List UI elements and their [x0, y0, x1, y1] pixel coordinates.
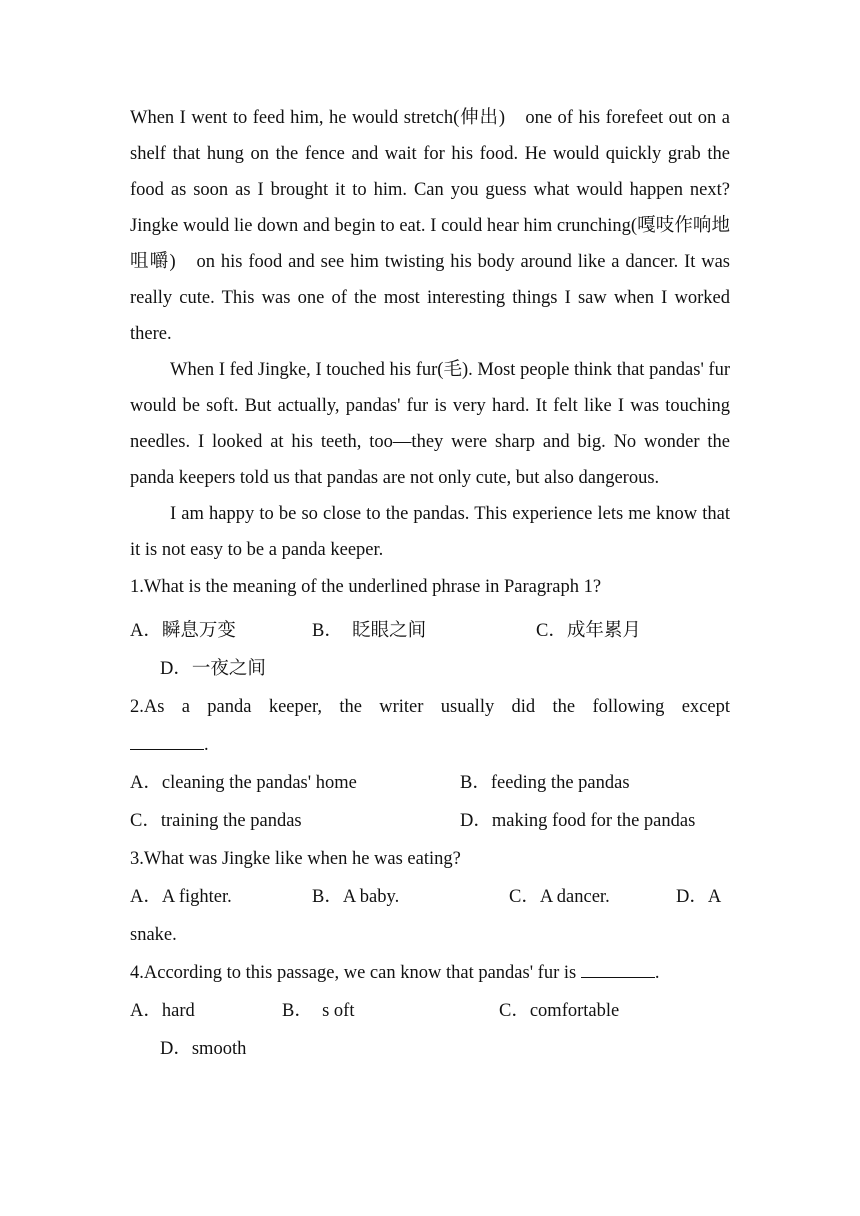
- passage-paragraph-3: I am happy to be so close to the pandas. This experience lets me know that it is not easy to be a panda keeper.: [130, 504, 730, 560]
- option-d[interactable]: D．smooth: [160, 1039, 247, 1059]
- option-b[interactable]: B． s oft: [282, 1001, 355, 1021]
- question-3-options-row-2: [130, 916, 730, 954]
- option-c[interactable]: C．comfortable: [499, 1001, 620, 1021]
- question-2-options: [130, 764, 730, 802]
- question-1-options-row-2: [130, 650, 730, 688]
- question-3-stem: 3.What was Jingke like when he was eating?: [130, 849, 461, 869]
- option-a[interactable]: A．hard: [130, 1001, 195, 1021]
- question-2-options-row-2: [130, 802, 730, 840]
- option-b[interactable]: B． 眨眼之间: [312, 621, 427, 641]
- option-d-continued: snake.: [130, 925, 177, 945]
- question-4-options-row-2: [130, 1030, 730, 1068]
- passage-paragraph-2: When I fed Jingke, I touched his fur(毛). Most people think that pandas' fur would be soft. But actually, pandas' fur is very hard. It felt like I was touching needles. I looked at his teeth, too—they were sharp and big. No wonder the panda keepers told us that pandas are not only cute, but also dangerous.: [130, 360, 730, 488]
- question-2-stem: 2.As a panda keeper, the writer usually did the following except: [130, 697, 730, 717]
- question-1-stem: 1.What is the meaning of the underlined phrase in Paragraph 1?: [130, 577, 602, 597]
- document-page: [130, 100, 730, 1068]
- option-d[interactable]: D．A: [676, 887, 722, 907]
- question-2-stem-continued: .: [130, 726, 730, 764]
- option-a[interactable]: A．A fighter.: [130, 887, 232, 907]
- question-1-options: [130, 612, 730, 650]
- passage-paragraph-1: When I went to feed him, he would stretch(伸出) one of his forefeet out on a shelf that hung on the fence and wait for his food. He would quickly grab the food as soon as I brought it to him. Can you guess what would happen next? Jingke would lie down and begin to eat. I could hear him crunching(嘎吱作响地咀嚼) on his food and see him twisting his body around like a dancer. It was really cute. This was one of the most interesting things I saw when I worked there.: [130, 108, 730, 344]
- option-d[interactable]: D．一夜之间: [160, 659, 266, 679]
- option-b[interactable]: B．feeding the pandas: [460, 773, 630, 793]
- option-a[interactable]: A．瞬息万变: [130, 621, 236, 641]
- question-3-options: [130, 878, 730, 916]
- option-b[interactable]: B．A baby.: [312, 887, 400, 907]
- option-d[interactable]: D．making food for the pandas: [460, 811, 696, 831]
- answer-blank[interactable]: [581, 959, 655, 978]
- answer-blank[interactable]: [130, 731, 204, 750]
- question-4-stem: 4.According to this passage, we can know that pandas' fur is .: [130, 954, 730, 992]
- option-c[interactable]: C．成年累月: [536, 621, 641, 641]
- option-a[interactable]: A．cleaning the pandas' home: [130, 773, 357, 793]
- option-c[interactable]: C．training the pandas: [130, 811, 302, 831]
- question-4-options: [130, 992, 730, 1030]
- option-c[interactable]: C．A dancer.: [509, 887, 610, 907]
